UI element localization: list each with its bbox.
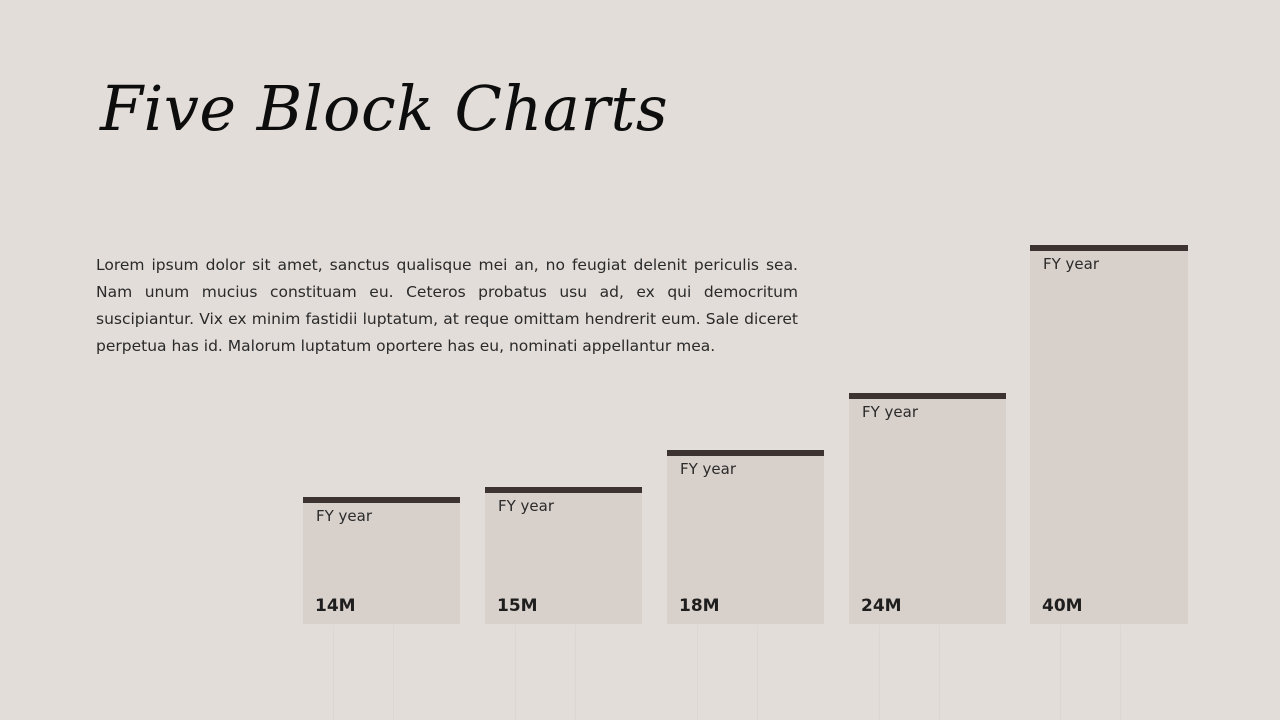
bar-block <box>303 497 460 624</box>
value-label: 15M <box>497 596 538 616</box>
decorative-line <box>575 625 576 720</box>
decorative-line <box>939 625 940 720</box>
decorative-line <box>757 625 758 720</box>
value-label: 18M <box>679 596 720 616</box>
bar-cap <box>849 393 1006 399</box>
bar-cap <box>667 450 824 456</box>
category-label: FY year <box>680 460 737 478</box>
category-label: FY year <box>498 497 555 515</box>
bar-block <box>667 450 824 624</box>
decorative-line <box>333 625 334 720</box>
bar-block <box>485 487 642 624</box>
decorative-line <box>697 625 698 720</box>
bar-block <box>849 393 1006 624</box>
decorative-line <box>515 625 516 720</box>
decorative-line <box>1060 625 1061 720</box>
decorative-line <box>879 625 880 720</box>
category-label: FY year <box>1043 255 1100 273</box>
value-label: 14M <box>315 596 356 616</box>
bar-block <box>1030 245 1188 624</box>
bar-cap <box>485 487 642 493</box>
category-label: FY year <box>862 403 919 421</box>
decorative-line <box>393 625 394 720</box>
value-label: 24M <box>861 596 902 616</box>
slide-title: Five Block Charts <box>100 72 669 145</box>
body-paragraph: Lorem ipsum dolor sit amet, sanctus qualisque mei an, no feugiat delenit periculis sea. Nam unum mucius constituam eu. Ceteros probatus usu ad, ex qui democritum suscipiantur. Vix ex minim fastidii luptatum, at reque omittam hendrerit eum. Sale diceret perpetua has id. Malorum luptatum oportere has eu, nominati appellantur mea. <box>96 256 798 355</box>
decorative-line <box>1120 625 1121 720</box>
category-label: FY year <box>316 507 373 525</box>
bar-cap <box>1030 245 1188 251</box>
value-label: 40M <box>1042 596 1083 616</box>
bar-cap <box>303 497 460 503</box>
